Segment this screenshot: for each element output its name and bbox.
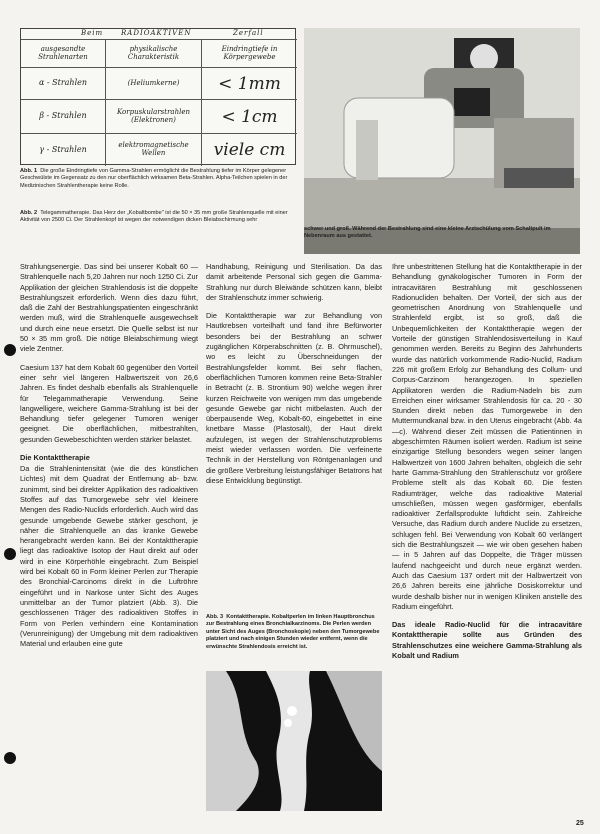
- col1-paragraph: Da die Strahlenintensität (wie die des künstlichen Lichtes) mit dem Quadrat der Entfernung ab- bzw. zunimmt, sind bei direkter Applikation des radioaktiven Stoffes auf das Tumorgewebe sehr viel kleinere Mengen des Radio-Nuclids erforderlich. Auch wird das gesunde umgebende Gewebe stärker geschont, je näher die Strahlenquelle an das kranke Gewebe herangebracht werden kann. Bei der Kontakttherapie liegt das radioaktive Isotop der Haut direkt auf oder wird in eine Körperhöhle eingebracht. Zum Beispiel wird bei Kobalt 60 in Form kleiner Perlen zur Therapie des Bronchial-Carcinoms direkt in die Luftröhre eingeführt und in Narkose unter Sicht des Auges unmittelbar an der Tumor platziert (Abb. 3). Die geschlossenen Träger des radioaktiven Stoffes in Form von Perlen verhindern eine Kontamination (Verunreinigung) der Umgebung mit dem radioaktiven Material und erlauben eine gute: [20, 464, 198, 649]
- row-depth: < 1cm: [201, 100, 297, 133]
- caption-abb2: [20, 210, 298, 225]
- binder-hole: [4, 344, 16, 356]
- table-header-row: [21, 39, 297, 67]
- caption-abb2-text: Telegammatherapie. Das Herz der „Kobaltbombe" ist die 50 × 35 mm große Strahlenquelle mit einer Aktivität von 2500 Ci. Der Strahlenkopf ist wegen der notwendigen dicken Bleiabschirmung sehr: [20, 210, 288, 224]
- row-depth: viele cm: [201, 134, 297, 166]
- caption-abb2-continued: schwer und groß. Während der Bestrahlung sind eine kleine Arztschülung vom Schaltpult im Nebenraum aus gestattet.: [304, 226, 551, 240]
- col1-paragraph: Strahlungsenergie. Das sind bei unserer Kobalt 60 — Strahlenquelle nach 5,20 Jahren nur noch 1250 Ci. Zur Applikation der gleichen Strahlendosis ist die doppelte Bestrahlungszeit erforderlich. Wenn dies dazu führt, daß die Zahl der Bestrahlungspatienten eingeschränkt werden muß, wird die Strahlenquelle ausgewechselt und durch eine neue ersetzt. Die Quelle selbst ist nur 50 × 35 mm groß. Die nötige Bleiabschirmung wiegt viele Zentner.: [20, 262, 198, 354]
- caption-abb3: [206, 614, 382, 651]
- col3-paragraph-bold: Das ideale Radio-Nuclid für die intracavitäre Kontakttherapie sollte aus Gründen des Strahlenschutzes eine weichere Gamma-Strahlung als Kobalt und Radium: [392, 620, 582, 660]
- col2-paragraph: Handhabung, Reinigung und Sterilisation. Da das damit arbeitende Personal sich gegen die Gamma-Strahlung nur durch Bleiwände schützen kann, bleibt der Strahlenschutz immer schwierig.: [206, 262, 382, 302]
- caption-abb1: [20, 168, 298, 190]
- text-column-1: [20, 262, 198, 649]
- caption-abb1-label: Abb. 1: [20, 168, 38, 174]
- section-heading-kontakttherapie: Die Kontakttherapie: [20, 453, 90, 463]
- table-title-left: Beim: [81, 29, 104, 37]
- text-column-3: [392, 262, 582, 661]
- table-title: [21, 29, 297, 39]
- row-depth: < 1mm: [201, 68, 297, 99]
- row-charac: elektromagnetische Wellen: [105, 134, 201, 166]
- col3-paragraph: Ihre unbestrittenen Stellung hat die Kontakttherapie in der Behandlung gynäkologischer Tumoren in Form der intracavitären Bestrahlung mit geschlossenen Radionucliden behalten. Der Vorteil, der sich aus der geometrischen Anordnung von Strahlenquelle und Strahlenfeld ergibt, ist so groß, daß die Unbequemlichkeiten der Kontakttherapie wegen der Vorteile der günstigen Strahlendosisverteilung in Kauf genommen werden. Bereits zu Beginn des Jahrhunderts wurde das natürlich vorkommende Radio-Nuclid, Radium 226 mit großem Erfolg zur Behandlung des Collum- und Corpus-Carzinom herangezogen. In speziellen Applikatoren werden die Radium-Nadeln bis zum Erreichen einer wirksamer Strahlendosis für ca. 20 - 30 Stunden direkt neben das Tumorgewebe in den Muttermundkanal bzw. in den Uterus eingebracht (Abb. 4a—c). Während dieser Zeit müssen die Patientinnen in abgeschirmten Räumen isoliert werden. Radium ist seine einzigartige Stellung besonders wegen seiner langen Halbwertzeit von 1600 Jahren behalten, obgleich die sehr harte Gamma-Strahlung den Strahlenschutz vor größere Probleme stellt als das Kobalt 60. Die festen Radiumträger, welche das radioaktive Material umschließen, müssen wegen gasförmiger, ebenfalls radioaktiver Zerfallsprodukte luftdicht sein. Zahlreiche Versuche, das Radium durch andere Nuclide zu ersetzen, schlugen fehl. Bei Verwendung von Kobalt 60 verlängert sich die Bestrahlungszeit — wie wir oben gesehen haben — in 5 Jahren auf das Doppelte, die Träger müssen laufend nachgeeicht und durch neue ergänzt werden. Auch das Caesium 137 ordert mit der Halbwertzeit von 26,6 Jahren bereits eine jährliche Dosiskorrektur und wurde deshalb bisher nur in wenigen Kliniken anstelle des Radium eingeführt.: [392, 262, 582, 611]
- table-title-right: Zerfall: [233, 29, 264, 37]
- binder-hole: [4, 752, 16, 764]
- col2-paragraph: Die Kontakttherapie war zur Behandlung von Hautkrebsen vorteilhaft und fand ihre Befürworter besonders bei der Bestrahlung an schwer zugänglichen Körperabschnitten (z. B. Ohrmuschel), wo es leicht zu Überschneidungen der Bestrahlungsfelder kommt. Bei sehr flachen, oberflächlichen Tumoren kommen reine Beta-Strahler in Betracht (z. B. Strontium 90) welche wegen ihrer kurzen Reichweite von wenigen mm das umgebende gesunde Gewebe gar nicht mitbelasten. Auch der überpausende Weg, Kobalt-60, eingebettet in eine knetbare Masse (Plastosalt), der Haut direkt aufzulegen, ist wegen der Strahlenschutzproblems meist wieder verlassen worden. Die verfeinerte Technik in der Herstellung von Röntgenanlagen und die größere Verbreitung leistungsfähiger Betatrons hat diese Entwicklung begünstigt.: [206, 311, 382, 485]
- table-row: [21, 67, 297, 99]
- text-column-2: [206, 262, 382, 486]
- header-charac: physikalische Charakteristik: [105, 40, 201, 67]
- row-type: β - Strahlen: [39, 111, 87, 121]
- header-depth: Eindringtiefe in Körpergewebe: [201, 40, 297, 67]
- cobalt-machine-photo: [304, 28, 580, 254]
- binder-hole: [4, 548, 16, 560]
- caption-abb2-label: Abb. 2: [20, 210, 38, 216]
- row-charac: (Heliumkerne): [105, 68, 201, 99]
- col1-paragraph: Caesium 137 hat dem Kobalt 60 gegenüber den Vorteil einer sehr viel längeren Halbwertszeit von 26,6 Jahren. Es findet deshalb ebenfalls als Strahlenquelle für Telegammatherapie Verwendung. Seine langwelligere, weichere Gamma-Strahlung ist bei der Behandlung tiefer gelegener Tumoren weniger geeignet. Die oberflächlichen, mitbestrahlten, gesunden Gewebeschichten werden stärker belastet.: [20, 362, 198, 444]
- caption-abb1-text: Die große Eindringtiefe von Gamma-Strahlen ermöglicht die Bestrahlung tiefer im Körper gelegener Geschwülste im Gegensatz zu den nur oberflächlich wirksamen Beta-Strahlen. Alpha-Teilchen spielen in der Medizinischen Strahlentherapie keine Rolle.: [20, 168, 288, 189]
- cobalt-machine-illustration: [304, 28, 580, 254]
- table-row: [21, 133, 297, 166]
- caption-abb3-text: Kontakttherapie. Kobaltperlen im linken Hauptbronchus zur Bestrahlung eines Bronchialkarzinoms. Die Perlen werden unter Sicht des Auges (Bronchoskopie) neben den Tumorgewebe platziert und nach einigen Stunden wieder entfernt, wenn die erwünschte Strahlendosis erreicht ist.: [206, 614, 380, 650]
- radioactive-decay-table: [20, 28, 296, 165]
- caption-abb3-label: Abb. 3: [206, 614, 224, 620]
- row-charac: Korpuskularstrahlen (Elektronen): [105, 100, 201, 133]
- row-type: γ - Strahlen: [39, 144, 87, 154]
- header-types: ausgesandte Strahlenarten: [38, 44, 88, 61]
- xray-illustration: [206, 671, 382, 811]
- page-number: 25: [576, 820, 584, 827]
- bronchus-xray-image: [206, 671, 382, 811]
- table-row: [21, 99, 297, 133]
- table-title-mid: RADIOAKTIVEN: [121, 29, 192, 37]
- row-type: α - Strahlen: [38, 78, 88, 88]
